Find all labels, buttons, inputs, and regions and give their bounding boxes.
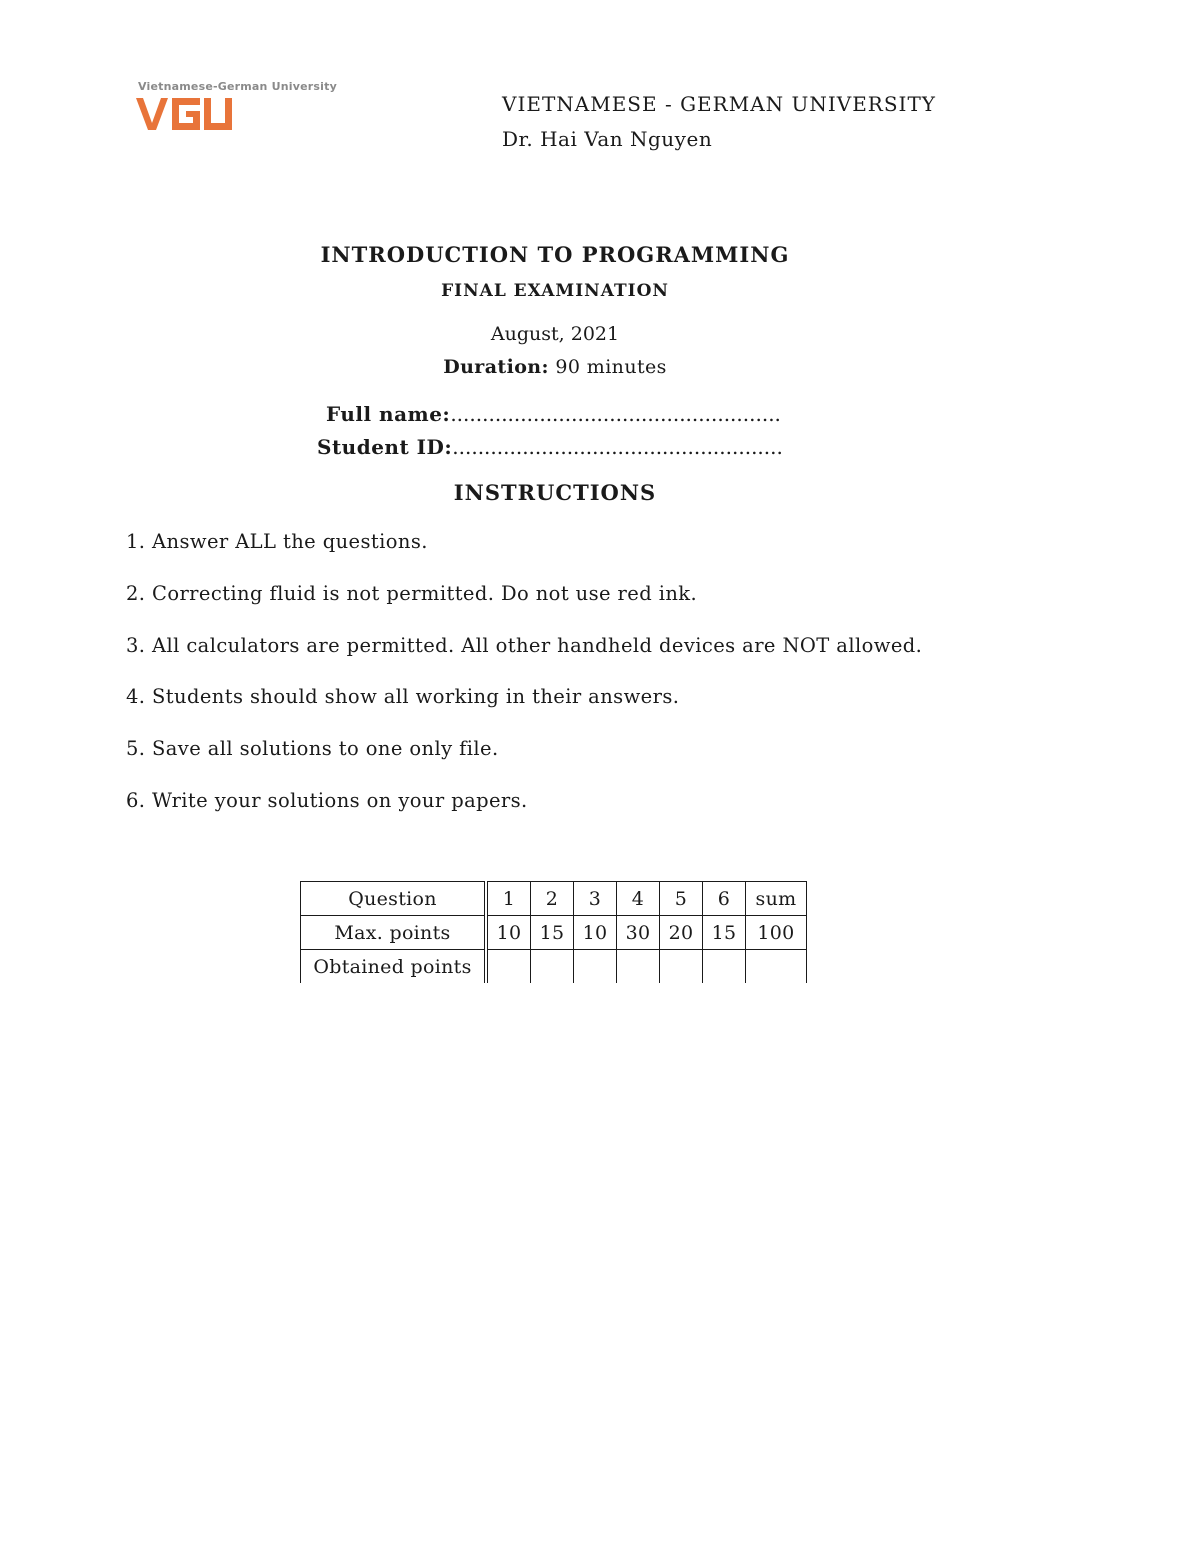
full-name-label: Full name:: [326, 402, 451, 426]
instruction-item: 2. Correcting fluid is not permitted. Do not use red ink.: [126, 581, 698, 605]
question-sum-header: sum: [746, 882, 807, 916]
question-number: 3: [574, 882, 617, 916]
exam-date: August, 2021: [490, 323, 620, 345]
row-label-question: Question: [301, 882, 487, 916]
exam-type: FINAL EXAMINATION: [441, 281, 669, 301]
instructions-heading: INSTRUCTIONS: [453, 480, 657, 505]
university-name: VIETNAMESE - GERMAN UNIVERSITY: [502, 92, 936, 116]
instruction-item: 3. All calculators are permitted. All other handheld devices are NOT allowed.: [126, 633, 923, 657]
vgu-logo-mark: [134, 94, 246, 134]
instruction-item: 1. Answer ALL the questions.: [126, 530, 428, 553]
duration-label: Duration:: [443, 356, 549, 378]
obtained-points-cell[interactable]: [531, 950, 574, 984]
table-row-max-points: [301, 916, 807, 950]
instruction-item: 4. Students should show all working in their answers.: [126, 685, 680, 709]
question-number: 5: [660, 882, 703, 916]
exam-duration: [0, 356, 1110, 378]
max-points-cell: 15: [703, 916, 746, 950]
student-id-label: Student ID:: [317, 435, 453, 459]
question-number: 1: [486, 882, 531, 916]
question-number: 6: [703, 882, 746, 916]
instruction-item: 6. Write your solutions on your papers.: [126, 788, 528, 812]
question-number: 4: [617, 882, 660, 916]
instruction-item: 5. Save all solutions to one only file.: [126, 737, 499, 761]
obtained-points-cell[interactable]: [617, 950, 660, 984]
row-label-max-points: Max. points: [301, 916, 487, 950]
points-table: [300, 881, 807, 983]
obtained-points-cell[interactable]: [703, 950, 746, 984]
duration-value: 90 minutes: [555, 356, 667, 378]
max-points-cell: 10: [486, 916, 531, 950]
obtained-points-cell[interactable]: [574, 950, 617, 984]
max-points-cell: 10: [574, 916, 617, 950]
table-row-question: [301, 882, 807, 916]
author-name: Dr. Hai Van Nguyen: [502, 127, 713, 151]
max-points-cell: 30: [617, 916, 660, 950]
obtained-points-cell[interactable]: [486, 950, 531, 984]
row-label-obtained-points: Obtained points: [301, 950, 487, 984]
max-points-cell: 20: [660, 916, 703, 950]
obtained-points-sum[interactable]: [746, 950, 807, 984]
course-title: INTRODUCTION TO PROGRAMMING: [320, 242, 790, 267]
university-logo: [134, 80, 360, 140]
full-name-blank[interactable]: ....................................................: [450, 402, 781, 426]
student-id-blank[interactable]: ....................................................: [452, 435, 783, 459]
question-number: 2: [531, 882, 574, 916]
table-row-obtained-points: [301, 950, 807, 984]
full-name-field[interactable]: [326, 402, 781, 426]
logo-caption: Vietnamese-German University: [138, 80, 337, 93]
instructions-list: [126, 530, 922, 841]
max-points-cell: 15: [531, 916, 574, 950]
student-id-field[interactable]: [317, 435, 783, 459]
max-points-sum: 100: [746, 916, 807, 950]
obtained-points-cell[interactable]: [660, 950, 703, 984]
